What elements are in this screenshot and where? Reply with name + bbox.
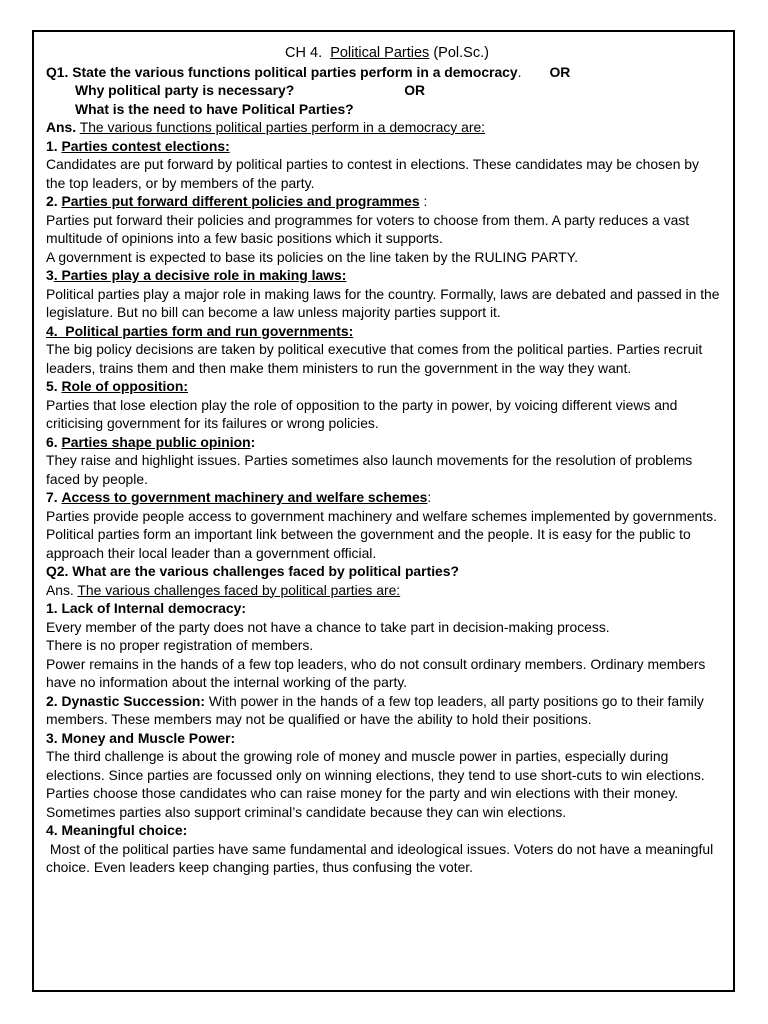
chapter-subject: Political Parties xyxy=(330,45,430,61)
point-heading: 4. Political parties form and run governments: xyxy=(46,322,354,339)
chapter-tag: (Pol.Sc.) xyxy=(433,45,489,61)
challenge-heading: 4. Meaningful choice: xyxy=(46,822,188,838)
q1-answer-intro: Ans. The various functions political parties perform in a democracy are: xyxy=(46,119,486,135)
point-heading: 3. Parties play a decisive role in making laws: xyxy=(46,267,347,283)
challenge-1 xyxy=(46,599,722,692)
point-heading: 5. Role of opposition: xyxy=(46,378,188,394)
challenge-body: Every member of the party does not have a chance to take part in decision-making process. xyxy=(46,618,610,635)
challenge-4 xyxy=(46,821,722,877)
document-body xyxy=(46,44,722,877)
challenge-body: There is no proper registration of members. xyxy=(46,637,314,653)
point-body: Parties that lose election play the role of opposition to the party in power, by voicing different views and criticising government for its failures or wrong policies. xyxy=(46,396,678,431)
challenge-3 xyxy=(46,729,722,822)
q1-point xyxy=(46,322,722,378)
challenge-2 xyxy=(46,692,722,729)
q1-line1: Q1. State the various functions political parties perform in a democracy. OR xyxy=(46,63,571,80)
point-body: Candidates are put forward by political parties to contest in elections. These candidates may be chosen by the top leaders, or by members of the party. xyxy=(46,156,699,191)
challenge-body: The third challenge is about the growing role of money and muscle power in parties, especially during elections. Since parties are focussed only on winning elections, they tend to use short-cuts to win elections. Parties choose those candidates who can raise money for the party and win elections with their money. xyxy=(46,748,705,801)
q1-line3: What is the need to have Political Parties? xyxy=(75,100,354,117)
point-body: The big policy decisions are taken by political executive that comes from the political parties. Parties recruit leaders, trains them and then make them ministers to run the government in the way they want. xyxy=(46,341,703,376)
challenge-body: Most of the political parties have same fundamental and ideological issues. Voters do not have a meaningful choice. Even leaders keep changing parties, thus confusing the voter. xyxy=(46,840,718,875)
point-body: Parties provide people access to government machinery and welfare schemes implemented by governments. Political parties form an important link between the government and the people. It is easy for the public to approach their local leader than a government official. xyxy=(46,507,717,561)
chapter-number: CH 4. xyxy=(285,45,323,61)
point-body: Political parties play a major role in making laws for the country. Formally, laws are debated and passed in the legislature. But no bill can become a law unless majority parties support it. xyxy=(46,285,720,320)
q1-line2: Why political party is necessary? OR xyxy=(75,82,426,98)
challenge-body: Power remains in the hands of a few top leaders, who do not consult ordinary members. Ordinary members have no information about the internal working of the party. xyxy=(46,655,706,690)
challenge-heading: 3. Money and Muscle Power: xyxy=(46,729,236,746)
challenge-heading: 1. Lack of Internal democracy: xyxy=(46,600,246,616)
challenge-body: Sometimes parties also support criminal’s candidate because they can win elections. xyxy=(46,803,567,820)
chapter-title xyxy=(46,44,722,63)
point-heading: 7. Access to government machinery and welfare schemes: xyxy=(46,489,432,505)
q1-point xyxy=(46,433,722,489)
point-heading: 1. Parties contest elections: xyxy=(46,137,230,154)
point-body: They raise and highlight issues. Parties sometimes also launch movements for the resolution of problems faced by people. xyxy=(46,452,693,487)
challenge-body: 2. Dynastic Succession: With power in the hands of a few top leaders, all party positions go to their family members. These members may not be qualified or have the ability to hold their positions. xyxy=(46,692,704,727)
q1-point xyxy=(46,192,722,266)
point-heading: 2. Parties put forward different policies and programmes : xyxy=(46,193,428,209)
q1-point xyxy=(46,137,722,193)
q1-point xyxy=(46,377,722,433)
point-heading: 6. Parties shape public opinion: xyxy=(46,433,256,450)
q2-question: Q2. What are the various challenges faced by political parties? xyxy=(46,563,459,579)
q1-point xyxy=(46,266,722,322)
q1-point xyxy=(46,488,722,562)
point-body: A government is expected to base its policies on the line taken by the RULING PARTY. xyxy=(46,248,578,265)
q2-answer-intro: Ans. The various challenges faced by political parties are: xyxy=(46,581,401,598)
point-body: Parties put forward their policies and programmes for voters to choose from them. A party reduces a vast multitude of opinions into a few basic positions which it supports. xyxy=(46,211,690,246)
